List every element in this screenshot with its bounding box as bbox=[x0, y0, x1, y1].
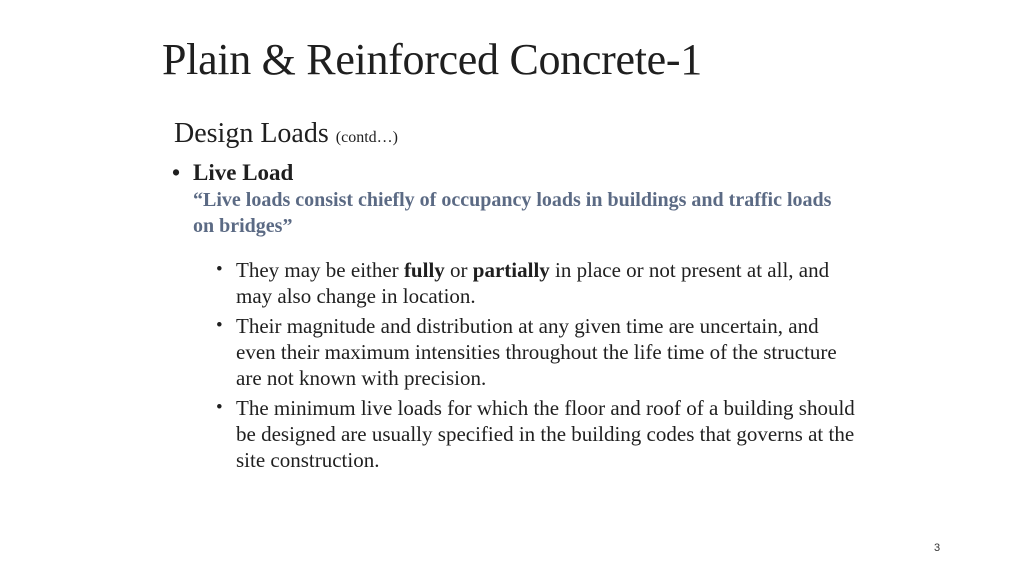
bold-term-partially: partially bbox=[472, 258, 550, 282]
list-item bbox=[216, 395, 856, 473]
live-load-block bbox=[172, 159, 852, 239]
sub-bullet-list bbox=[216, 257, 856, 477]
bullet-icon: • bbox=[216, 397, 223, 418]
section-heading-text: Design Loads bbox=[174, 118, 329, 149]
live-load-title: Live Load bbox=[193, 160, 294, 185]
text-segment: They may be either bbox=[236, 258, 404, 282]
bullet-icon: • bbox=[172, 160, 181, 185]
list-item bbox=[216, 257, 856, 309]
live-load-item bbox=[172, 159, 852, 239]
bullet-icon: • bbox=[216, 259, 223, 280]
section-heading-contd: (contd…) bbox=[335, 129, 398, 146]
list-item-text: Their magnitude and distribution at any given time are uncertain, and even their maximum intensities throughout the life time of the structure are not known with precision. bbox=[236, 314, 837, 390]
list-item-text: The minimum live loads for which the floor and roof of a building should be designed are usually specified in the building codes that governs at the site construction. bbox=[236, 396, 855, 472]
section-heading bbox=[174, 116, 398, 156]
page-number: 3 bbox=[934, 542, 941, 554]
text-segment: in place or not present at all, and may also change in location. bbox=[236, 258, 830, 308]
list-item-text bbox=[236, 258, 829, 308]
bullet-icon: • bbox=[216, 315, 223, 336]
list-item bbox=[216, 313, 856, 391]
live-load-quote: “Live loads consist chiefly of occupancy loads in buildings and traffic loads on bridges” bbox=[193, 189, 832, 237]
bold-term-fully: fully bbox=[403, 258, 445, 282]
slide-title: Plain & Reinforced Concrete-1 bbox=[162, 35, 702, 84]
text-segment: or bbox=[444, 258, 473, 282]
